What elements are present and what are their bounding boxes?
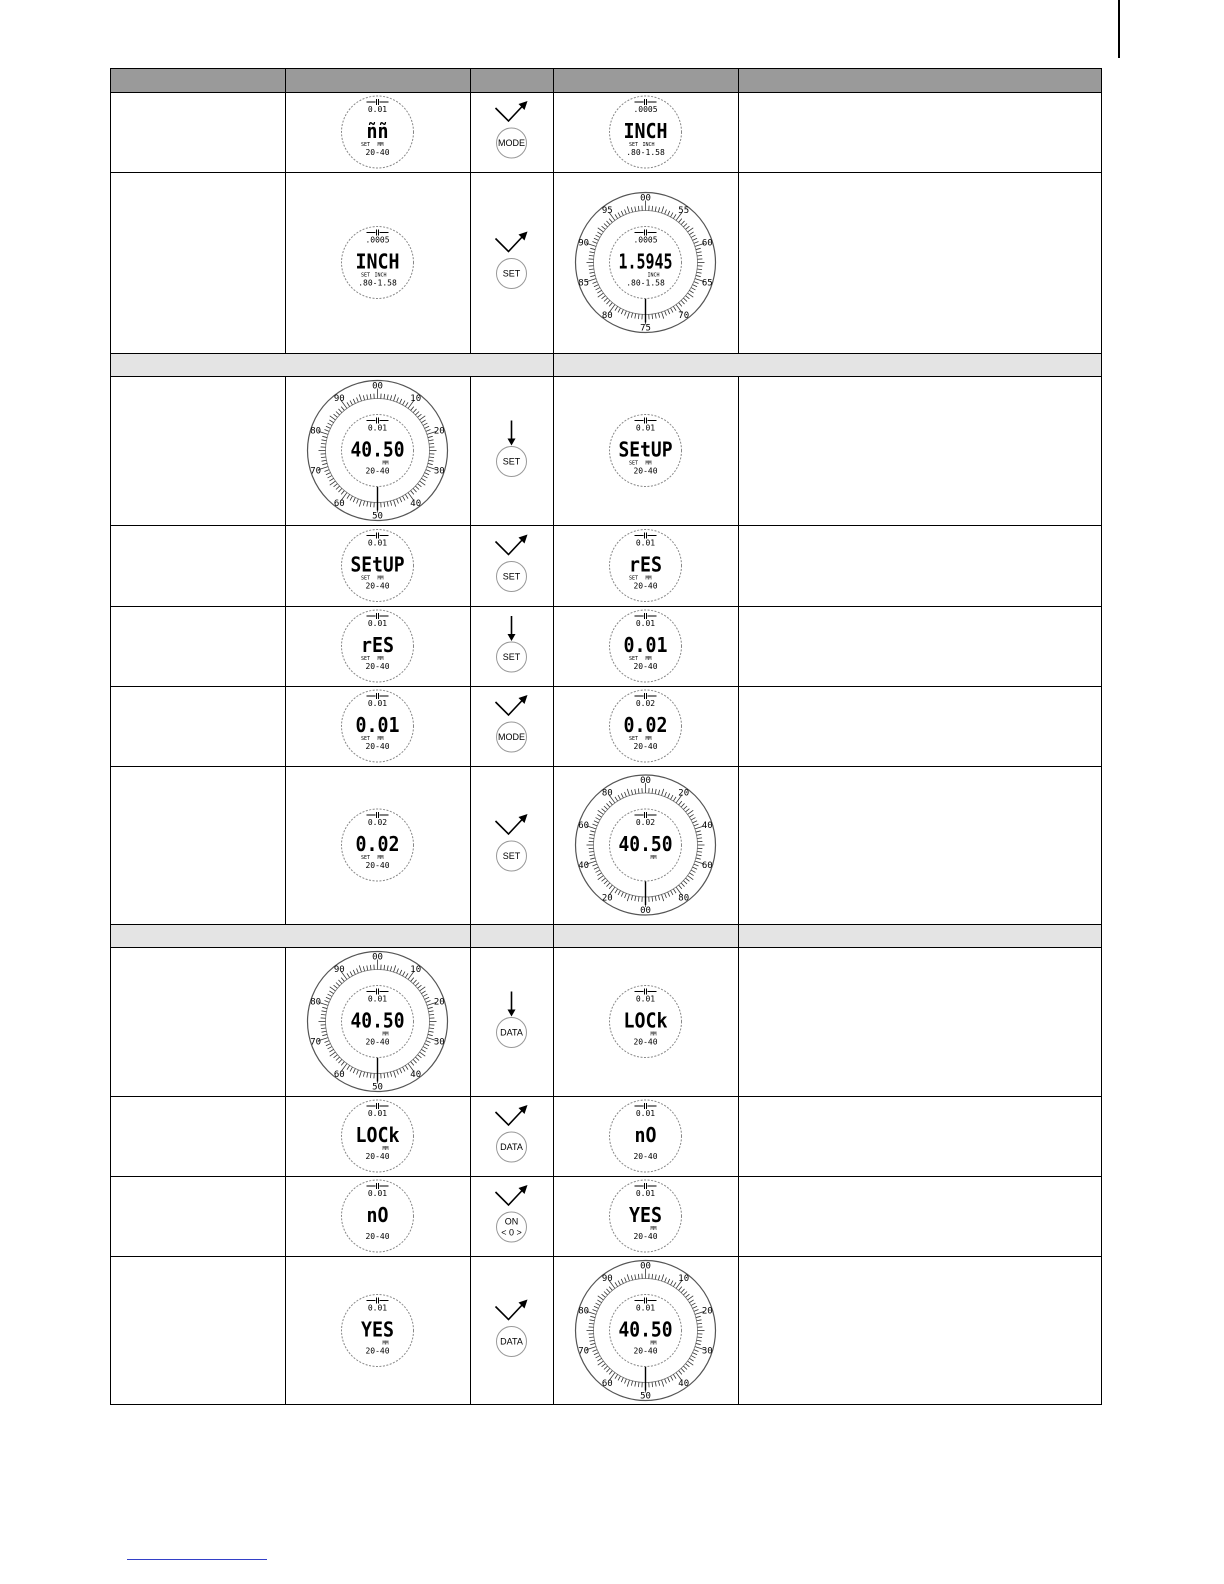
dial-label: 30 xyxy=(433,466,445,477)
dial-label: 80 xyxy=(678,893,690,904)
lcd-resolution: 0.01 xyxy=(367,1109,388,1118)
lcd-resolution: 0.01 xyxy=(635,1303,656,1313)
dial-label: 60 xyxy=(578,820,590,831)
display-after-6 xyxy=(610,690,682,762)
dial-label: 00 xyxy=(372,381,383,392)
button-label: ON xyxy=(504,1216,519,1227)
display-before-6 xyxy=(342,690,414,762)
button-set-7[interactable] xyxy=(496,814,528,871)
lcd-unit: MM xyxy=(650,1031,657,1038)
dial-label: 30 xyxy=(701,1346,713,1357)
lcd-unit: INCH xyxy=(647,272,660,279)
display-after-3 xyxy=(610,415,682,487)
dial-label: 10 xyxy=(410,964,422,975)
lcd-range: 20-40 xyxy=(633,1037,658,1047)
lcd-range: 20-40 xyxy=(633,742,658,751)
lcd-resolution: 0.02 xyxy=(367,818,388,827)
display-after-12 xyxy=(576,1261,716,1402)
dial-label: 80 xyxy=(601,788,613,799)
dial-label: 65 xyxy=(701,278,713,289)
lcd-resolution: 0.01 xyxy=(367,105,388,114)
section-row xyxy=(110,353,1102,376)
dial-label: 00 xyxy=(640,193,651,204)
lcd-range: 20-40 xyxy=(365,148,390,157)
button-label: DATA xyxy=(500,1142,523,1152)
press-release-icon xyxy=(496,1185,528,1205)
lcd-range: 20-40 xyxy=(633,1346,658,1356)
display-before-3 xyxy=(308,381,448,522)
lcd-resolution: .0005 xyxy=(365,235,390,245)
lcd-main-reading: LOCk xyxy=(355,1123,400,1147)
lcd-main-reading: INCH xyxy=(623,119,668,143)
dial-label: 20 xyxy=(433,426,445,437)
lcd-main-reading: SEtUP xyxy=(618,437,673,462)
button-label: DATA xyxy=(500,1336,523,1347)
button-label: DATA xyxy=(500,1027,523,1038)
lcd-range: 20-40 xyxy=(365,581,390,591)
dial-label: 20 xyxy=(701,1306,713,1317)
button-on-0--11[interactable] xyxy=(496,1185,528,1242)
lcd-main-reading: 40.50 xyxy=(618,832,673,856)
display-after-0 xyxy=(610,96,682,168)
dial-label: 40 xyxy=(678,1379,690,1390)
lcd-unit: MM xyxy=(382,1031,389,1038)
button-label: SET xyxy=(502,571,521,582)
lcd-resolution: 0.01 xyxy=(367,538,388,548)
lcd-main-reading: LOCk xyxy=(623,1008,668,1033)
lcd-main-reading: 0.02 xyxy=(623,713,668,737)
press-release-icon xyxy=(496,232,528,252)
lcd-main-reading: ññ xyxy=(366,119,389,143)
button-label: SET xyxy=(502,851,521,861)
display-after-10 xyxy=(610,1100,682,1172)
lcd-resolution: 0.01 xyxy=(635,538,656,548)
section-row xyxy=(110,924,1102,947)
lcd-main-reading: rES xyxy=(629,552,662,577)
display-after-4 xyxy=(610,530,682,602)
footer-link-underline[interactable] xyxy=(127,1559,267,1560)
lcd-unit: MM xyxy=(650,1340,657,1347)
lcd-main-reading: INCH xyxy=(355,249,400,274)
lcd-range: 20-40 xyxy=(365,1152,390,1161)
lcd-range: .80-1.58 xyxy=(626,148,665,157)
dial-label: 50 xyxy=(640,1391,651,1402)
lcd-unit: MM xyxy=(650,1226,657,1232)
lcd-resolution: 0.01 xyxy=(635,619,656,628)
button-set-3[interactable] xyxy=(497,421,527,477)
button-label: SET xyxy=(502,456,521,467)
dial-label: 90 xyxy=(333,393,345,404)
press-release-icon xyxy=(496,814,528,834)
lcd-resolution: 0.01 xyxy=(367,1303,388,1313)
lcd-main-reading: 40.50 xyxy=(350,437,405,462)
display-before-7 xyxy=(342,809,414,881)
lcd-resolution: 0.01 xyxy=(367,1189,388,1198)
dial-label: 70 xyxy=(578,1346,590,1357)
dial-label: 55 xyxy=(678,205,690,216)
lcd-main-reading: 0.01 xyxy=(355,713,400,737)
display-before-5 xyxy=(342,610,414,682)
lcd-unit: INCH xyxy=(642,142,655,148)
lcd-unit: MM xyxy=(645,575,652,582)
dial-label: 80 xyxy=(601,311,613,322)
button-data-9[interactable] xyxy=(497,992,527,1048)
display-after-1 xyxy=(576,193,716,334)
lcd-resolution: .0005 xyxy=(633,105,658,114)
lcd-resolution: 0.02 xyxy=(635,818,656,827)
dial-label: 60 xyxy=(701,238,713,249)
lcd-resolution: 0.02 xyxy=(635,699,656,708)
dial-label: 80 xyxy=(310,997,322,1008)
button-label: SET xyxy=(502,652,521,662)
lcd-range: 20-40 xyxy=(633,466,658,476)
display-after-7 xyxy=(576,775,716,916)
lcd-range: 20-40 xyxy=(365,1346,390,1356)
button-data-10[interactable] xyxy=(496,1105,528,1162)
dial-label: 00 xyxy=(372,952,383,963)
lcd-unit: MM xyxy=(645,656,652,662)
lcd-resolution: 0.01 xyxy=(367,619,388,628)
lcd-range: 20-40 xyxy=(633,581,658,591)
press-release-icon xyxy=(496,1105,528,1125)
lcd-unit: MM xyxy=(650,855,657,861)
dial-label: 40 xyxy=(410,499,422,510)
lcd-main-reading: rES xyxy=(361,633,394,657)
dial-label: 40 xyxy=(701,820,713,831)
lcd-main-reading: 1.5945 xyxy=(618,249,673,274)
lcd-main-reading: 40.50 xyxy=(618,1317,673,1342)
lcd-main-reading: 0.01 xyxy=(623,633,668,657)
dial-label: 60 xyxy=(601,1379,613,1390)
dial-label: 10 xyxy=(410,393,422,404)
lcd-set-flag: SET xyxy=(360,656,371,662)
dial-label: 75 xyxy=(640,323,651,334)
lcd-resolution: 0.01 xyxy=(635,423,656,433)
lcd-unit: MM xyxy=(377,142,384,148)
lcd-resolution: 0.01 xyxy=(635,1109,656,1118)
dial-label: 00 xyxy=(640,1261,651,1272)
button-label: MODE xyxy=(498,732,525,742)
dial-label: 70 xyxy=(310,1037,322,1048)
lcd-set-flag: SET xyxy=(360,272,371,279)
lcd-set-flag: SET xyxy=(628,736,639,742)
lcd-set-flag: SET xyxy=(360,855,371,861)
dial-label: 60 xyxy=(333,1070,345,1081)
lcd-main-reading: YES xyxy=(361,1317,394,1342)
lcd-resolution: 0.01 xyxy=(367,699,388,708)
dial-label: 70 xyxy=(310,466,322,477)
press-arrow-icon xyxy=(508,992,516,1017)
dial-label: 80 xyxy=(578,1306,590,1317)
button-label: SET xyxy=(502,268,521,279)
dial-label: 60 xyxy=(333,499,345,510)
display-before-11 xyxy=(342,1180,414,1252)
dial-label: 85 xyxy=(578,278,590,289)
button-label: < 0 > xyxy=(501,1227,522,1238)
lcd-unit: MM xyxy=(377,855,384,861)
lcd-set-flag: SET xyxy=(628,656,639,662)
display-before-0 xyxy=(342,96,414,168)
dial-label: 00 xyxy=(640,776,651,786)
dial-label: 90 xyxy=(601,1273,613,1284)
dial-label: 90 xyxy=(333,964,345,975)
button-set-5[interactable] xyxy=(497,616,527,672)
top-rule xyxy=(1118,0,1120,58)
lcd-range: 20-40 xyxy=(365,861,390,870)
lcd-unit: MM xyxy=(645,736,652,742)
lcd-set-flag: SET xyxy=(360,575,371,582)
press-release-icon xyxy=(496,1300,528,1320)
lcd-resolution: 0.01 xyxy=(635,1189,656,1198)
display-before-4 xyxy=(342,530,414,602)
dial-label: 00 xyxy=(640,906,651,916)
press-release-icon xyxy=(496,101,528,121)
display-before-1 xyxy=(342,227,414,299)
press-arrow-icon xyxy=(508,616,516,641)
lcd-range: 20-40 xyxy=(633,1232,658,1241)
dial-label: 30 xyxy=(433,1037,445,1048)
display-before-10 xyxy=(342,1100,414,1172)
lcd-unit: MM xyxy=(377,575,384,582)
lcd-main-reading: 0.02 xyxy=(355,832,400,856)
lcd-set-flag: SET xyxy=(360,142,371,148)
lcd-range: .80-1.58 xyxy=(358,278,397,288)
button-data-12[interactable] xyxy=(496,1300,528,1357)
lcd-unit: MM xyxy=(377,736,384,742)
lcd-resolution: 0.01 xyxy=(367,423,388,433)
button-set-4[interactable] xyxy=(496,535,528,592)
button-set-1[interactable] xyxy=(496,232,528,289)
press-release-icon xyxy=(496,695,528,715)
lcd-range: 20-40 xyxy=(365,1037,390,1047)
lcd-range: .80-1.58 xyxy=(626,278,665,288)
display-before-9 xyxy=(308,952,448,1093)
lcd-unit: MM xyxy=(382,460,389,467)
dial-label: 20 xyxy=(678,788,690,799)
procedure-table xyxy=(110,68,1102,1407)
button-mode-6[interactable] xyxy=(496,695,528,752)
lcd-unit: INCH xyxy=(374,272,387,279)
dial-label: 40 xyxy=(578,861,590,872)
display-after-9 xyxy=(610,986,682,1058)
display-after-5 xyxy=(610,610,682,682)
lcd-unit: MM xyxy=(382,1146,389,1152)
lcd-set-flag: SET xyxy=(628,142,639,148)
dial-label: 20 xyxy=(433,997,445,1008)
lcd-resolution: 0.01 xyxy=(635,994,656,1004)
lcd-range: 20-40 xyxy=(365,466,390,476)
dial-label: 90 xyxy=(578,238,590,249)
dial-label: 50 xyxy=(372,511,383,522)
dial-label: 20 xyxy=(601,893,613,904)
lcd-set-flag: SET xyxy=(628,460,639,467)
dial-label: 80 xyxy=(310,426,322,437)
dial-label: 70 xyxy=(678,311,690,322)
lcd-set-flag: SET xyxy=(628,575,639,582)
lcd-range: 20-40 xyxy=(365,662,390,671)
lcd-range: 20-40 xyxy=(633,662,658,671)
lcd-main-reading: nO xyxy=(366,1203,389,1227)
dial-label: 60 xyxy=(701,861,713,872)
lcd-main-reading: 40.50 xyxy=(350,1008,405,1033)
lcd-range: 20-40 xyxy=(365,1232,390,1241)
lcd-unit: MM xyxy=(382,1340,389,1347)
dial-label: 50 xyxy=(372,1082,383,1093)
dial-label: 10 xyxy=(678,1273,690,1284)
press-release-icon xyxy=(496,535,528,555)
dial-label: 40 xyxy=(410,1070,422,1081)
lcd-set-flag: SET xyxy=(360,736,371,742)
display-before-12 xyxy=(342,1295,414,1367)
dial-label: 95 xyxy=(601,205,613,216)
lcd-range: 20-40 xyxy=(633,1152,658,1161)
lcd-unit: MM xyxy=(377,656,384,662)
lcd-resolution: .0005 xyxy=(633,235,658,245)
lcd-main-reading: YES xyxy=(629,1203,662,1227)
lcd-resolution: 0.01 xyxy=(367,994,388,1004)
display-after-11 xyxy=(610,1180,682,1252)
lcd-range: 20-40 xyxy=(365,742,390,751)
press-arrow-icon xyxy=(508,421,516,446)
lcd-unit: MM xyxy=(645,460,652,467)
lcd-main-reading: SEtUP xyxy=(350,552,405,577)
button-mode-0[interactable] xyxy=(496,101,528,158)
lcd-main-reading: nO xyxy=(634,1123,657,1147)
table-header xyxy=(110,68,1102,92)
button-label: MODE xyxy=(498,138,525,148)
